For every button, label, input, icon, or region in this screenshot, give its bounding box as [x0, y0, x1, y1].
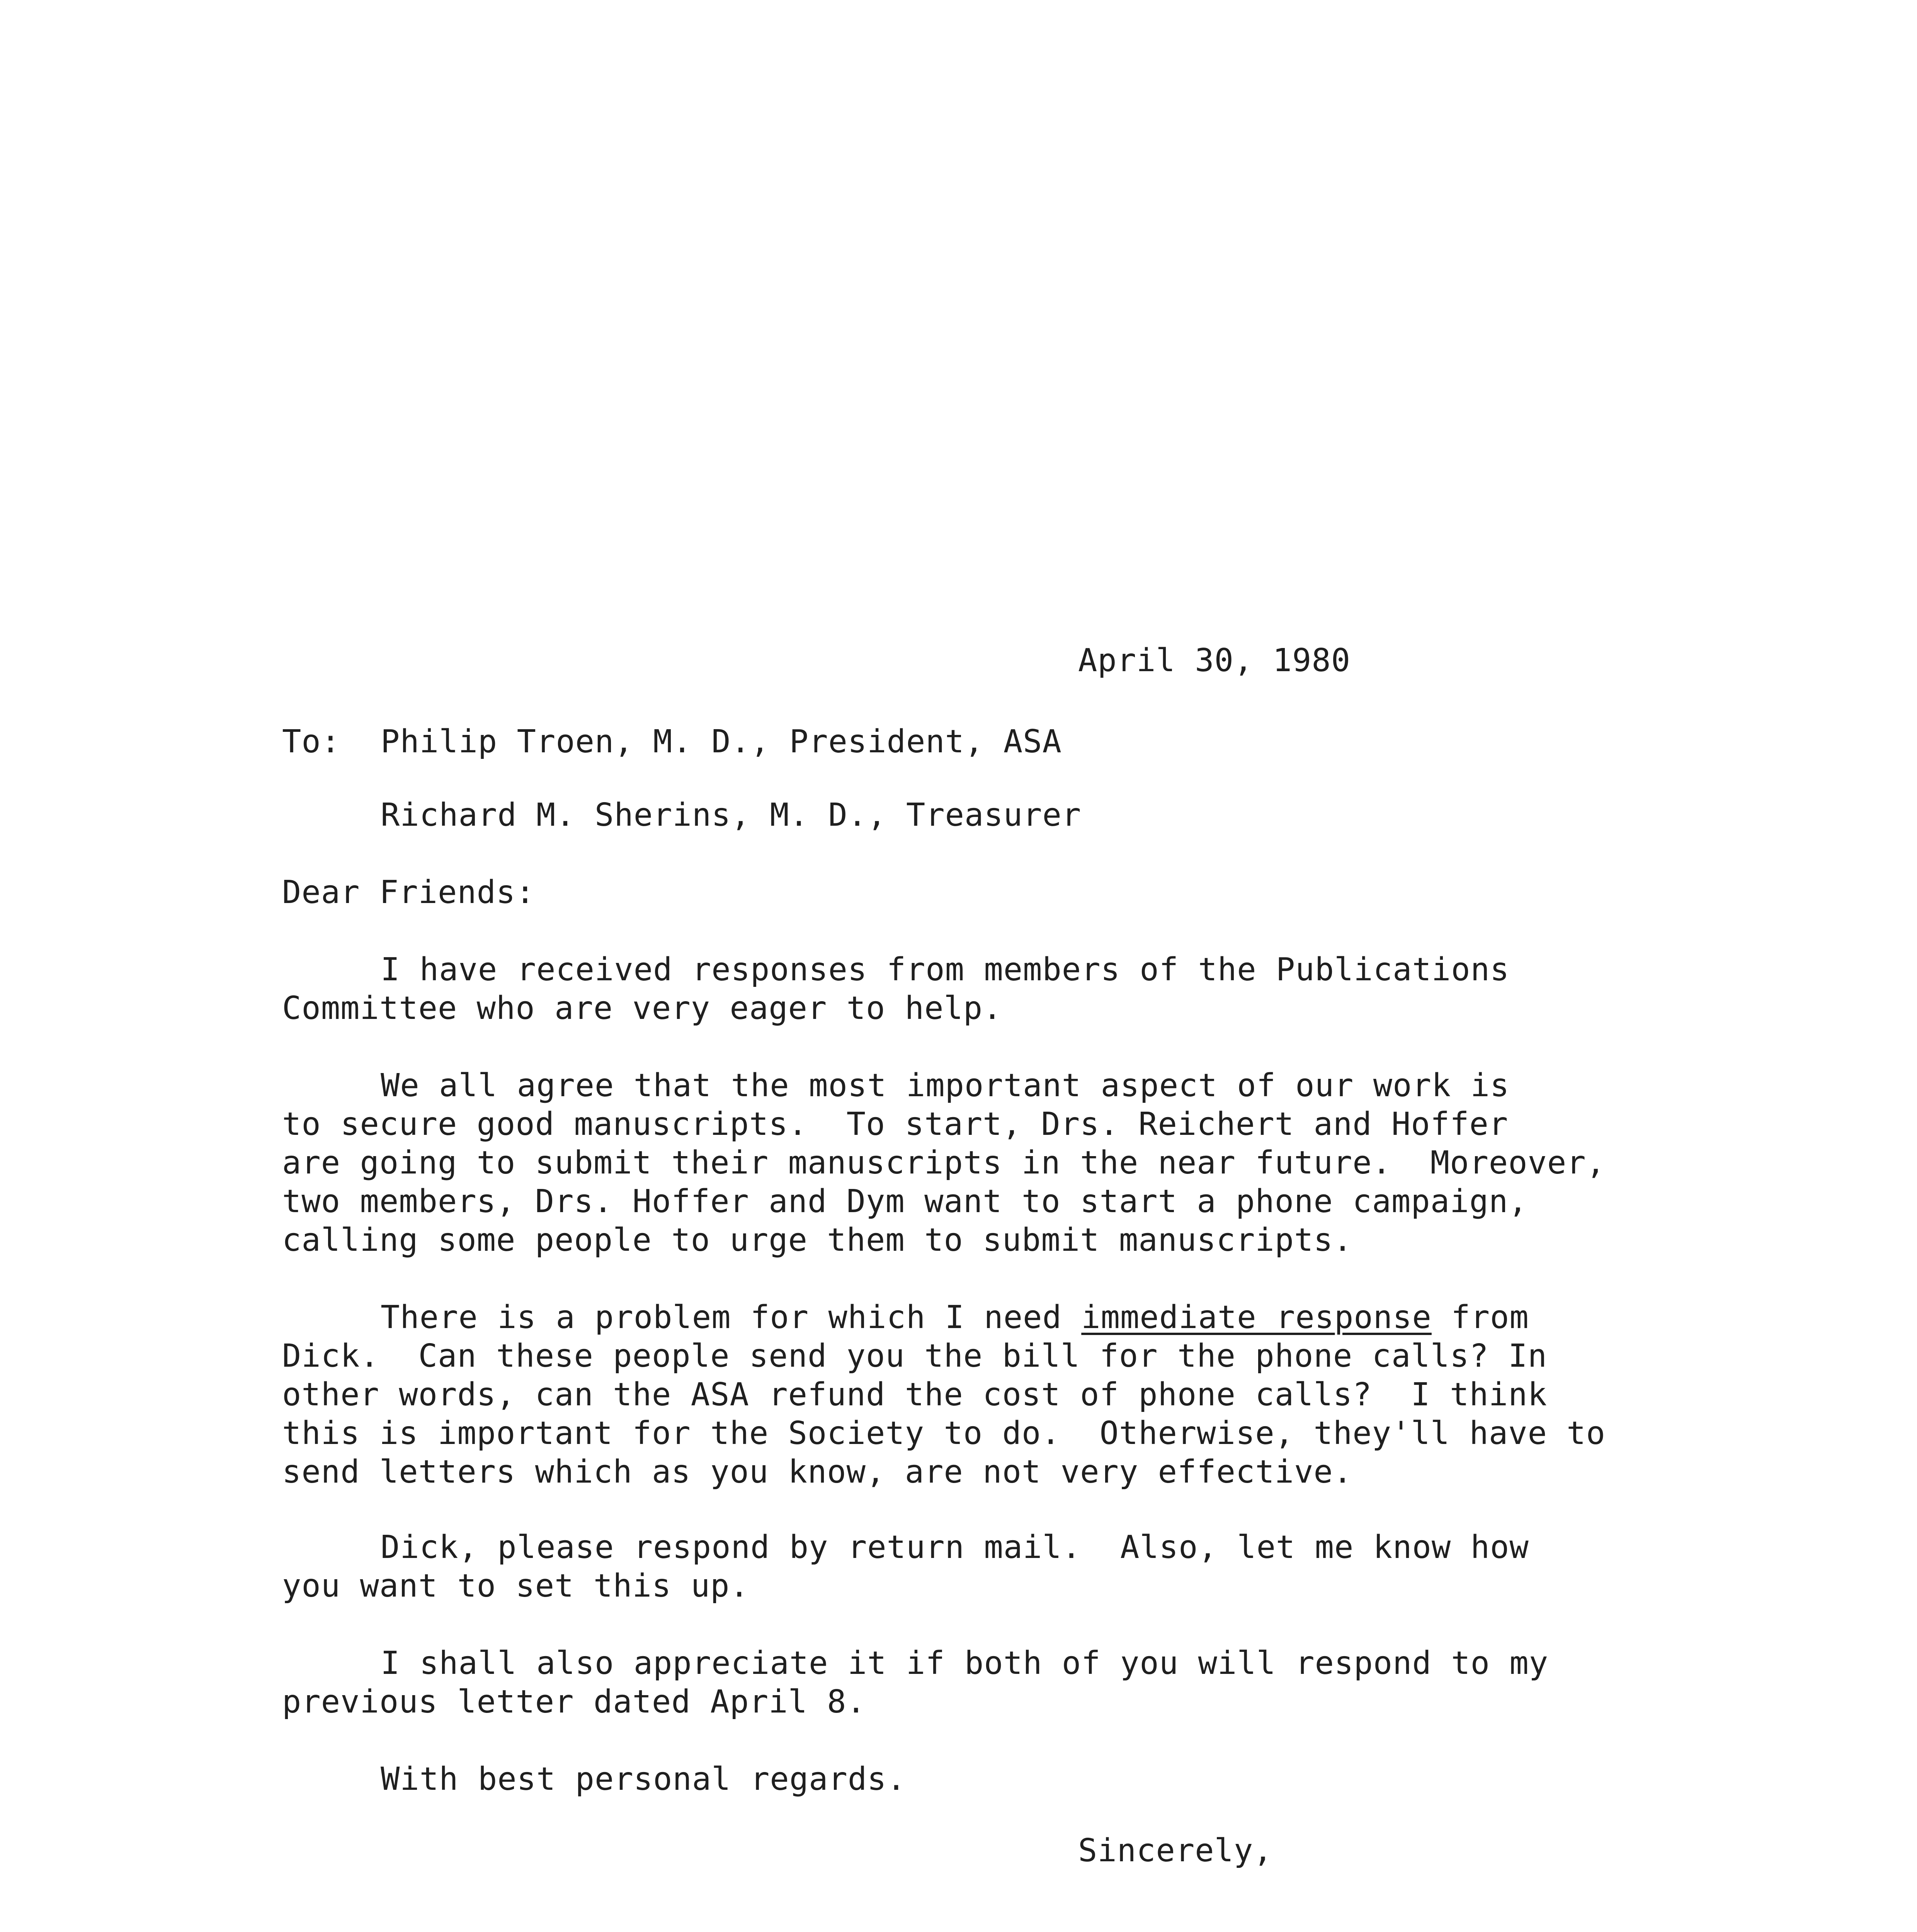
paragraph-4-line-2: you want to set this up. — [282, 1568, 749, 1604]
paragraph-3-line-1 — [381, 1298, 1529, 1337]
paragraph-2-line-4: two members, Drs. Hoffer and Dym want to start a phone campaign, — [282, 1183, 1528, 1220]
immediate-response-underlined: immediate response — [1081, 1299, 1432, 1336]
salutation: Dear Friends: — [282, 874, 535, 911]
paragraph-1-line-2: Committee who are very eager to help. — [282, 990, 1002, 1027]
to-label: To: — [282, 723, 341, 760]
paragraph-3-line-4: this is important for the Society to do. Otherwise, they'll have to — [282, 1415, 1606, 1452]
paragraph-5-line-1: I shall also appreciate it if both of you will respond to my — [381, 1645, 1549, 1682]
paragraph-5-line-2: previous letter dated April 8. — [282, 1684, 866, 1720]
paragraph-3-line-5: send letters which as you know, are not very effective. — [282, 1454, 1353, 1490]
recipient-line-2: Richard M. Sherins, M. D., Treasurer — [381, 797, 1082, 833]
paragraph-2-line-3: are going to submit their manuscripts in the near future. Moreover, — [282, 1145, 1606, 1181]
paragraph-2-line-2: to secure good manuscripts. To start, Drs. Reichert and Hoffer — [282, 1106, 1509, 1143]
paragraph-3-line-1-start: There is a problem for which I need — [381, 1299, 1082, 1336]
paragraph-4-line-1: Dick, please respond by return mail. Also, let me know how — [381, 1529, 1529, 1566]
sign-off: Sincerely, — [1078, 1832, 1273, 1869]
paragraph-3-line-1-end: from — [1431, 1299, 1529, 1336]
paragraph-3-line-3: other words, can the ASA refund the cost of phone calls? I think — [282, 1376, 1547, 1413]
paragraph-2-line-1: We all agree that the most important aspect of our work is — [381, 1067, 1510, 1104]
closing-regards: With best personal regards. — [381, 1761, 906, 1798]
paragraph-2-line-5: calling some people to urge them to submit manuscripts. — [282, 1222, 1353, 1259]
letter-date: April 30, 1980 — [1078, 642, 1351, 679]
recipient-line-1: Philip Troen, M. D., President, ASA — [381, 723, 1062, 760]
paragraph-1-line-1: I have received responses from members of the Publications — [381, 951, 1510, 988]
paragraph-3-line-2: Dick. Can these people send you the bill for the phone calls? In — [282, 1338, 1547, 1374]
